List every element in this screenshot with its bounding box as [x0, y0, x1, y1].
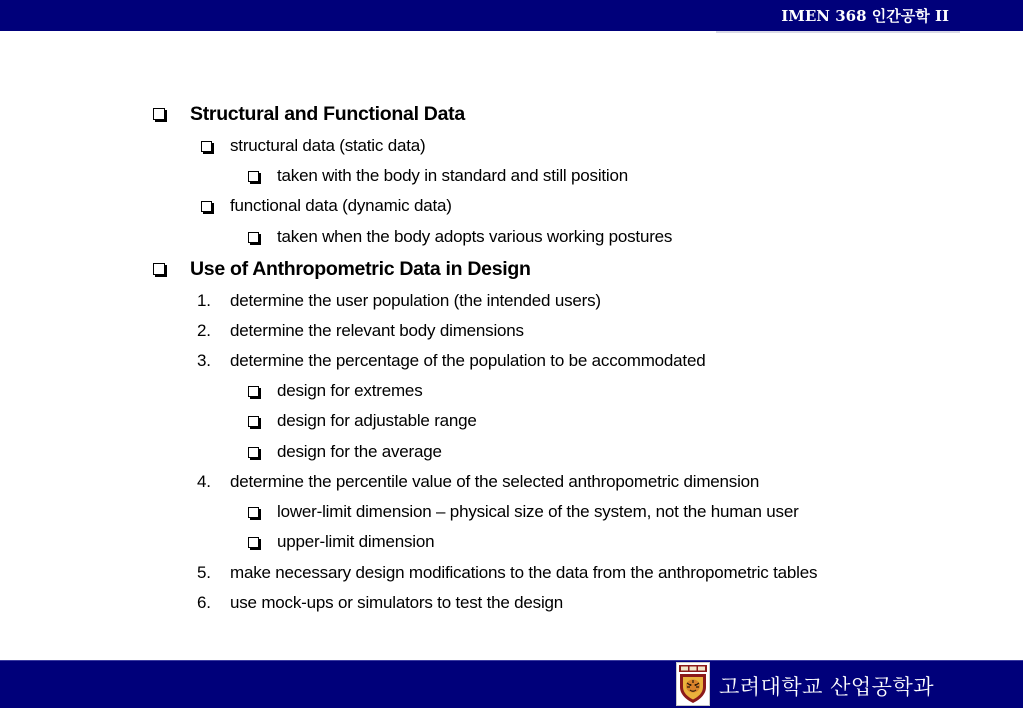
list-item: [248, 378, 423, 404]
numbered-step: [197, 560, 817, 586]
checkbox-bullet-icon: [248, 447, 259, 458]
list-item: [248, 439, 442, 465]
list-item-text: structural data (static data): [230, 136, 426, 155]
list-item: [248, 499, 799, 525]
section-title: Use of Anthropometric Data in Design: [190, 257, 531, 280]
numbered-step: [197, 590, 563, 616]
list-item: [201, 133, 425, 159]
section-heading-anthropometric-design: [153, 256, 531, 282]
list-item-text: design for the average: [277, 442, 442, 461]
checkbox-bullet-icon: [248, 416, 259, 427]
list-item: [248, 224, 672, 250]
checkbox-bullet-icon: [201, 201, 212, 212]
list-item: [201, 193, 452, 219]
list-item-text: taken with the body in standard and still position: [277, 166, 629, 185]
section-heading-structural-functional: [153, 101, 465, 127]
numbered-step: [197, 318, 524, 344]
step-number: 6.: [197, 593, 211, 612]
checkbox-bullet-icon: [248, 507, 259, 518]
course-title: IMEN 368 인간공학 II: [781, 7, 949, 25]
step-text: make necessary design modifications to the data from the anthropometric tables: [230, 563, 818, 582]
step-number: 2.: [197, 321, 211, 340]
list-item: [248, 408, 477, 434]
list-item-text: taken when the body adopts various working postures: [277, 227, 673, 246]
checkbox-bullet-icon: [248, 232, 259, 243]
list-item: [248, 163, 628, 189]
numbered-step: [197, 469, 759, 495]
step-text: use mock-ups or simulators to test the design: [230, 593, 564, 612]
step-number: 5.: [197, 563, 211, 582]
step-number: 4.: [197, 472, 211, 491]
numbered-step: [197, 348, 705, 374]
list-item-text: lower-limit dimension – physical size of the system, not the human user: [277, 502, 799, 521]
list-item-text: functional data (dynamic data): [230, 196, 452, 215]
checkbox-bullet-icon: [248, 537, 259, 548]
checkbox-bullet-icon: [248, 171, 259, 182]
step-text: determine the percentile value of the selected anthropometric dimension: [230, 472, 760, 491]
checkbox-bullet-icon: [153, 108, 165, 120]
step-number: 3.: [197, 351, 211, 370]
step-text: determine the relevant body dimensions: [230, 321, 524, 340]
list-item: [248, 529, 434, 555]
step-number: 1.: [197, 291, 211, 310]
checkbox-bullet-icon: [201, 141, 212, 152]
list-item-text: upper-limit dimension: [277, 532, 435, 551]
list-item-text: design for extremes: [277, 381, 423, 400]
checkbox-bullet-icon: [248, 386, 259, 397]
step-text: determine the percentage of the population to be accommodated: [230, 351, 706, 370]
checkbox-bullet-icon: [153, 263, 165, 275]
footer-accent-line: [0, 660, 1023, 661]
section-title: Structural and Functional Data: [190, 102, 465, 125]
university-name: 고려대학교 산업공학과: [719, 675, 935, 699]
numbered-step: [197, 288, 601, 314]
university-crest-icon: [676, 662, 710, 706]
list-item-text: design for adjustable range: [277, 411, 477, 430]
step-text: determine the user population (the intended users): [230, 291, 601, 310]
